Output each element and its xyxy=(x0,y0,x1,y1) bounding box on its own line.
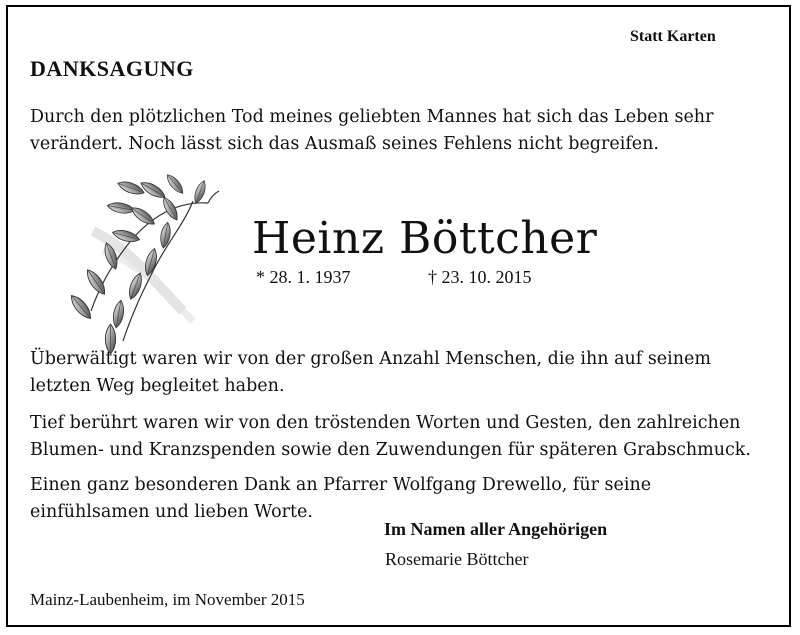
leaf-branch-icon xyxy=(63,171,223,361)
thanks-paragraph-2 xyxy=(30,410,751,464)
birth-date: * 28. 1. 1937 xyxy=(256,267,351,287)
paragraph-line: Einen ganz besonderen Dank an Pfarrer Wolfgang Drewello, für seine xyxy=(30,475,652,495)
thanks-paragraph-1 xyxy=(30,346,711,400)
notice-title: DANKSAGUNG xyxy=(30,56,194,81)
intro-text xyxy=(30,104,713,158)
intro-line: Durch den plötzlichen Tod meines geliebten Mannes hat sich das Leben sehr xyxy=(30,107,714,127)
thanks-paragraph-3 xyxy=(30,472,651,526)
signature-name: Rosemarie Böttcher xyxy=(385,549,529,569)
paragraph-line: einfühlsamen und lieben Worte. xyxy=(30,502,313,522)
paragraph-line: Blumen- und Kranzspenden sowie den Zuwendungen für späteren Grabschmuck. xyxy=(30,440,751,460)
obituary-notice xyxy=(6,5,791,627)
place-and-date: Mainz-Laubenheim, im November 2015 xyxy=(30,590,305,609)
intro-line: verändert. Noch lässt sich das Ausmaß seines Fehlens nicht begreifen. xyxy=(30,134,659,154)
corner-label: Statt Karten xyxy=(630,28,716,45)
paragraph-line: Überwältigt waren wir von der großen Anzahl Menschen, die ihn auf seinem xyxy=(30,349,711,369)
deceased-name: Heinz Böttcher xyxy=(252,213,598,264)
paragraph-line: Tief berührt waren wir von den tröstenden Worten und Gesten, den zahlreichen xyxy=(30,413,741,433)
paragraph-line: letzten Weg begleitet haben. xyxy=(30,376,285,396)
death-date: † 23. 10. 2015 xyxy=(428,267,532,287)
signature-heading: Im Namen aller Angehörigen xyxy=(384,519,608,539)
